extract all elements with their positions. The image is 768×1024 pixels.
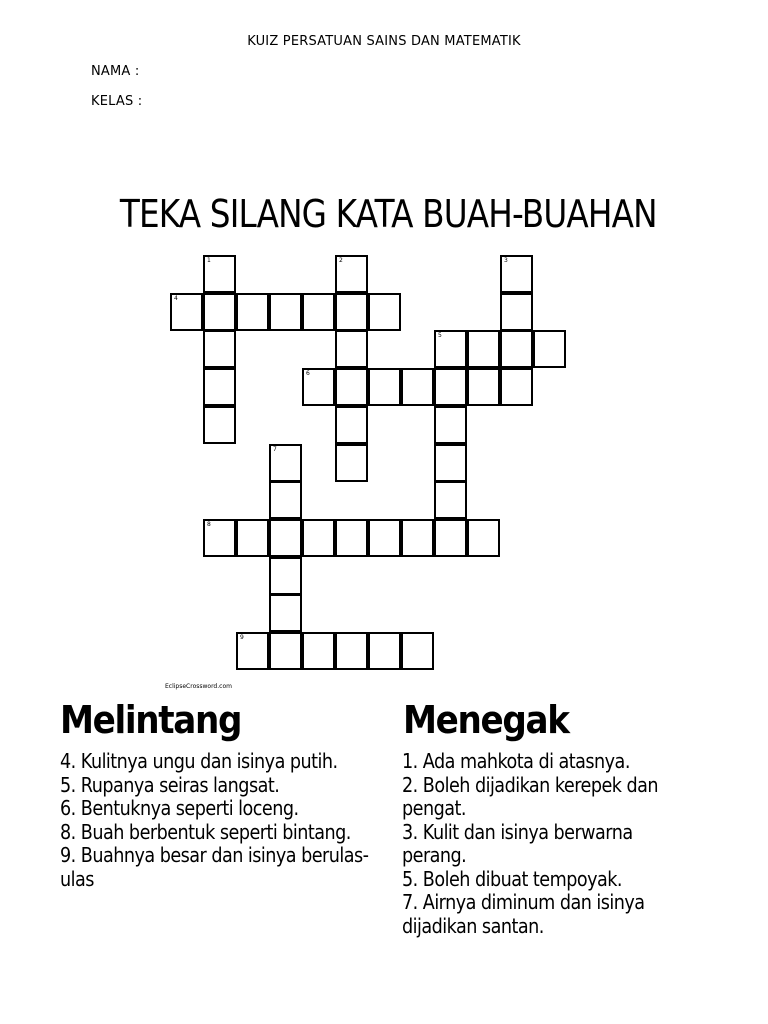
crossword-cell[interactable]: [401, 368, 434, 406]
down-clue-list: [402, 750, 701, 938]
name-label: NAMA :: [91, 64, 140, 79]
crossword-cell[interactable]: [368, 519, 401, 557]
crossword-cell[interactable]: [467, 330, 500, 368]
credit-text: EclipseCrossword.com: [165, 683, 232, 690]
crossword-cell[interactable]: [500, 330, 533, 368]
down-clue: 5. Boleh dibuat tempoyak.: [402, 866, 622, 891]
crossword-cell[interactable]: [368, 293, 401, 331]
crossword-cell[interactable]: [434, 368, 467, 406]
crossword-cell[interactable]: [401, 632, 434, 670]
class-label: KELAS :: [91, 94, 143, 109]
crossword-cell[interactable]: [500, 368, 533, 406]
clue-number: 8: [207, 520, 211, 528]
down-clue: 1. Ada mahkota di atasnya.: [402, 749, 630, 773]
clue-number: 6: [306, 370, 310, 378]
crossword-cell[interactable]: [335, 330, 368, 368]
clue-number: 9: [240, 634, 244, 641]
crossword-cell[interactable]: [302, 293, 335, 331]
crossword-cell[interactable]: [236, 293, 269, 331]
crossword-cell[interactable]: [302, 368, 335, 406]
crossword-cell[interactable]: [434, 481, 467, 519]
crossword-cell[interactable]: [269, 594, 302, 632]
across-heading: Melintang: [60, 698, 242, 742]
crossword-cell[interactable]: [236, 519, 269, 557]
crossword-cell[interactable]: [335, 632, 368, 670]
crossword-cell[interactable]: [335, 368, 368, 406]
crossword-cell[interactable]: [203, 255, 236, 293]
crossword-cell[interactable]: [236, 632, 269, 670]
across-clue: 5. Rupanya seiras langsat.: [60, 772, 280, 797]
crossword-cell[interactable]: [467, 368, 500, 406]
crossword-cell[interactable]: [269, 481, 302, 519]
crossword-cell[interactable]: [434, 519, 467, 557]
crossword-cell[interactable]: [467, 519, 500, 557]
down-clue: 3. Kulit dan isinya berwarna perang.: [402, 819, 633, 867]
crossword-cell[interactable]: [401, 519, 434, 557]
across-clue: 9. Buahnya besar dan isinya berulas-ulas: [60, 843, 369, 891]
crossword-cell[interactable]: [335, 406, 368, 444]
crossword-cell[interactable]: [203, 519, 236, 557]
clue-number: 4: [174, 294, 178, 302]
across-clue: 4. Kulitnya ungu dan isinya putih.: [60, 749, 338, 773]
across-clue-list: [60, 750, 377, 891]
crossword-cell[interactable]: [269, 293, 302, 331]
crossword-cell[interactable]: [269, 519, 302, 557]
crossword-cell[interactable]: [434, 330, 467, 368]
quiz-title: KUIZ PERSATUAN SAINS DAN MATEMATIK: [247, 34, 521, 49]
down-clue: 7. Airnya diminum dan isinya dijadikan santan.: [402, 890, 645, 938]
crossword-cell[interactable]: [533, 330, 566, 368]
crossword-cell[interactable]: [335, 444, 368, 482]
clue-number: 3: [504, 257, 508, 264]
across-clue: 8. Buah berbentuk seperti bintang.: [60, 819, 351, 844]
crossword-cell[interactable]: [368, 368, 401, 406]
down-heading: Menegak: [403, 698, 569, 742]
crossword-cell[interactable]: [335, 293, 368, 331]
puzzle-title: TEKA SILANG KATA BUAH-BUAHAN: [119, 192, 657, 236]
crossword-cell[interactable]: [203, 406, 236, 444]
crossword-cell[interactable]: [203, 293, 236, 331]
clue-number: 7: [273, 445, 277, 453]
crossword-cell[interactable]: [335, 255, 368, 293]
crossword-cell[interactable]: [269, 444, 302, 482]
clue-number: 1: [207, 257, 211, 264]
crossword-cell[interactable]: [500, 255, 533, 293]
crossword-cell[interactable]: [500, 293, 533, 331]
crossword-cell[interactable]: [434, 444, 467, 482]
crossword-cell[interactable]: [203, 330, 236, 368]
crossword-cell[interactable]: [269, 632, 302, 670]
crossword-cell[interactable]: [269, 557, 302, 595]
crossword-cell[interactable]: [302, 519, 335, 557]
crossword-cell[interactable]: [434, 406, 467, 444]
across-clue: 6. Bentuknya seperti loceng.: [60, 796, 299, 820]
clue-number: 2: [339, 257, 343, 264]
down-clue: 2. Boleh dijadikan kerepek dan pengat.: [402, 772, 659, 820]
crossword-cell[interactable]: [335, 519, 368, 557]
clue-number: 5: [438, 332, 442, 340]
crossword-cell[interactable]: [203, 368, 236, 406]
crossword-cell[interactable]: [368, 632, 401, 670]
crossword-cell[interactable]: [302, 632, 335, 670]
crossword-cell[interactable]: [170, 293, 203, 331]
